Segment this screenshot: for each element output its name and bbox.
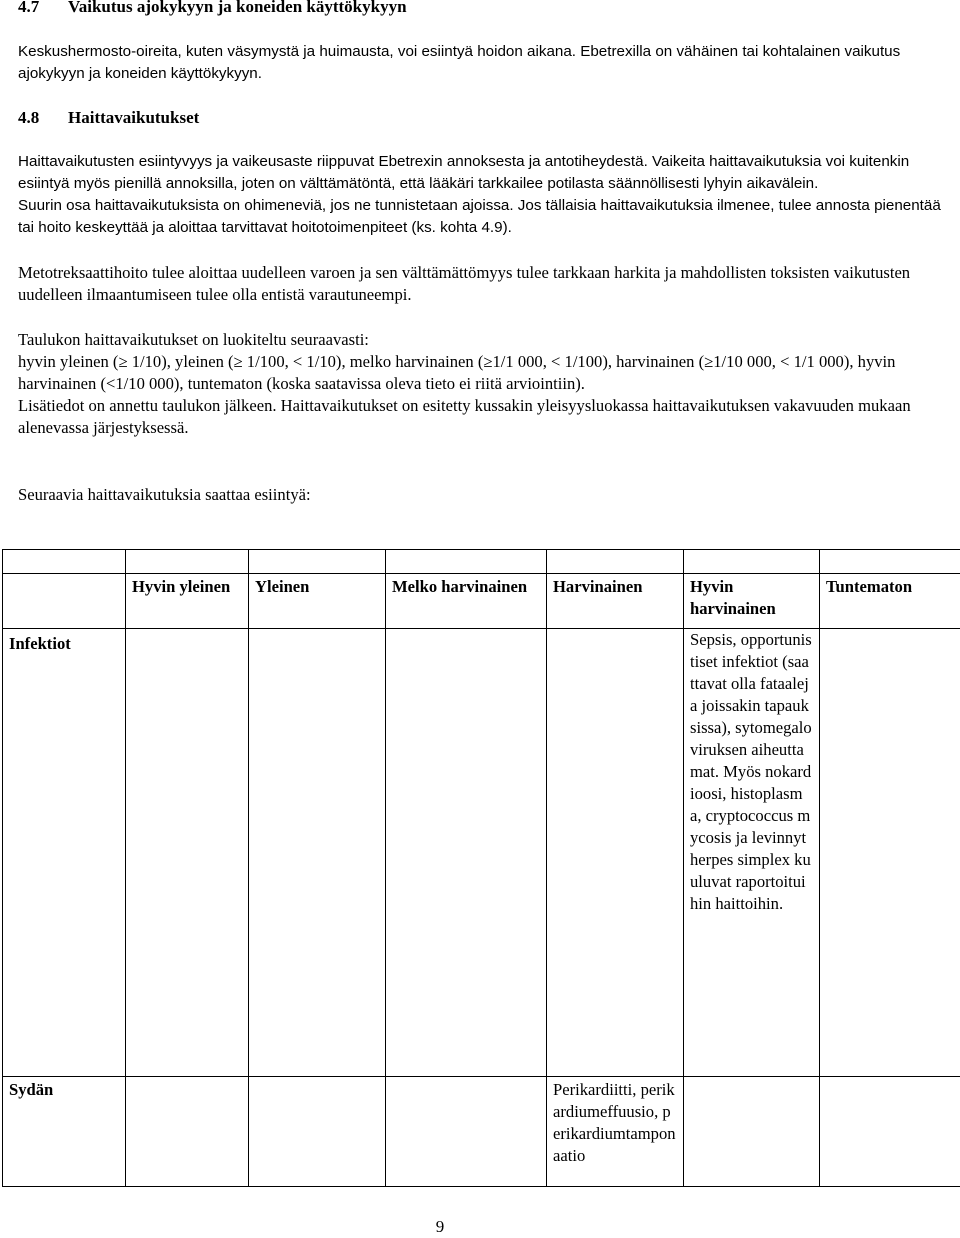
section-number: 4.7 (18, 0, 68, 18)
section-heading-4-8 (18, 107, 199, 129)
table-cell (126, 629, 249, 1077)
table-header-row (3, 574, 960, 629)
section-4-7-body (18, 41, 948, 85)
table-cell (126, 1077, 249, 1187)
table-row (3, 1077, 960, 1187)
table-cell: Sepsis, opportunistiset infektiot (saattavat olla fataaleja joissakin tapauksissa), sytomegaloviruksen aiheuttamat. Myös nokardioosi, histoplasma, cryptococcus mycosis ja levinnyt herpes simplex kuuluvat raportoituihin haittoihin. (684, 629, 820, 1077)
table-header: Hyvin yleinen (126, 574, 249, 629)
section-title: Haittavaikutukset (68, 108, 199, 127)
section-4-8-body (18, 151, 948, 239)
table-header: Yleinen (249, 574, 386, 629)
table-header: Hyvin harvinainen (684, 574, 820, 629)
table-header: Tuntematon (820, 574, 960, 629)
section-number: 4.8 (18, 107, 68, 129)
table-intro (18, 484, 948, 506)
extra-info: Lisätiedot on annettu taulukon jälkeen. Haittavaikutukset on esitetty kussakin yleisyysluokassa haittavaikutuksen vakavuuden mukaan alenevassa järjestyksessä. (18, 395, 948, 439)
table-header: Melko harvinainen (386, 574, 547, 629)
table-cell (249, 629, 386, 1077)
section-heading-4-7 (18, 0, 407, 18)
paragraph: Suurin osa haittavaikutuksista on ohimeneviä, jos ne tunnistetaan ajoissa. Jos tällaisia haittavaikutuksia ilmenee, tulee annosta pienentää tai hoito keskeyttää ja aloittaa tarvittavat hoitotoimenpiteet (ks. kohta 4.9). (18, 195, 948, 239)
adverse-effects-table (2, 549, 960, 1187)
table-header: Harvinainen (547, 574, 684, 629)
organ-class-cell: Sydän (3, 1077, 126, 1187)
table-row (3, 629, 960, 1077)
table-cell (820, 1077, 960, 1187)
table-header (3, 574, 126, 629)
page-number: 9 (0, 1216, 880, 1238)
organ-class-cell: Infektiot (3, 629, 126, 1077)
table-cell (386, 629, 547, 1077)
table-cell (547, 629, 684, 1077)
paragraph: Metotreksaattihoito tulee aloittaa uudelleen varoen ja sen välttämättömyys tulee tarkkaan harkita ja mahdollisten toksisten vaikutusten uudelleen ilmaantumiseen tulee olla entistä varautuneempi. (18, 262, 948, 306)
table-cell (684, 1077, 820, 1187)
section-4-8-body-serif (18, 262, 948, 306)
paragraph: Seuraavia haittavaikutuksia saattaa esiintyä: (18, 484, 948, 506)
table-cell (249, 1077, 386, 1187)
table-cell (820, 629, 960, 1077)
section-title: Vaikutus ajokykyyn ja koneiden käyttökykyyn (68, 0, 407, 16)
paragraph: Haittavaikutusten esiintyvyys ja vaikeusaste riippuvat Ebetrexin annoksesta ja antotiheydestä. Vaikeita haittavaikutuksia voi kuitenkin esiintyä myös pienillä annoksilla, joten on välttämätöntä, että lääkäri tarkkailee potilasta säännöllisesti lyhyin aikavälein. (18, 151, 948, 195)
table-top-strip (3, 550, 960, 574)
paragraph: Keskushermosto-oireita, kuten väsymystä ja huimausta, voi esiintyä hoidon aikana. Ebetrexilla on vähäinen tai kohtalainen vaikutus ajokykyyn ja koneiden käyttökykyyn. (18, 41, 948, 85)
table-cell (386, 1077, 547, 1187)
classification-block (18, 329, 948, 439)
table-cell: Perikardiitti, perikardiumeffuusio, perikardiumtamponaatio (547, 1077, 684, 1187)
classification-intro: Taulukon haittavaikutukset on luokiteltu seuraavasti: (18, 329, 948, 351)
classification-text: hyvin yleinen (≥ 1/10), yleinen (≥ 1/100, < 1/10), melko harvinainen (≥1/1 000, < 1/100), harvinainen (≥1/10 000, < 1/1 000), hyvin harvinainen (<1/10 000), tuntematon (koska saatavissa oleva tieto ei riitä arviointiin). (18, 351, 948, 395)
